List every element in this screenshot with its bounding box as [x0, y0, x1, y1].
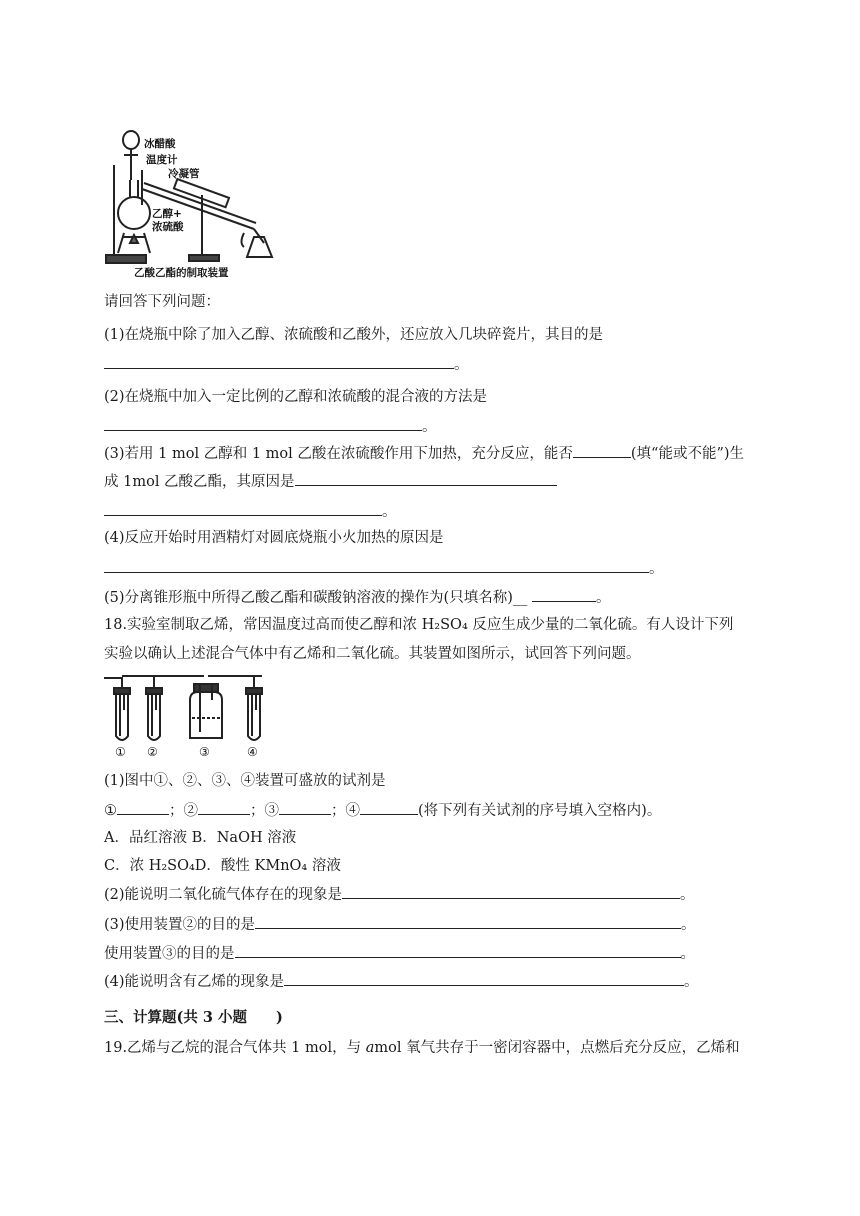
answer-blank[interactable] [104, 558, 649, 573]
answer-blank[interactable] [295, 471, 557, 486]
answer-blank[interactable] [198, 800, 250, 815]
q18-part2: (2)能说明二氧化硫气体存在的现象是 。 [104, 884, 695, 905]
label-thermometer: 温度计 [146, 154, 178, 166]
label-sulfuric-acid: 浓硫酸 [152, 221, 184, 233]
q17-part4-answer-line: 。 [104, 558, 664, 579]
q17-part2: (2)在烧瓶中加入一定比例的乙醇和浓硫酸的混合液的方法是 [104, 389, 488, 405]
answer-blank[interactable] [360, 800, 418, 815]
q17-part5: (5)分离锥形瓶中所得乙酸乙酯和碳酸钠溶液的操作为(只填名称)__ 。 [104, 587, 610, 608]
ethyl-acetate-apparatus-figure [104, 125, 274, 280]
q17-part3-answer-line: 。 [104, 501, 397, 522]
q18-line2: 实验以确认上述混合气体中有乙烯和二氧化硫。其装置如图所示，试回答下列问题。 [104, 646, 641, 662]
q18-part4: (4)能说明含有乙烯的现象是 。 [104, 971, 699, 992]
q18-line1: 18.实验室制取乙烯，常因温度过高而使乙醇和浓 H₂SO₄ 反应生成少量的二氧化硫。有人设计下列 [104, 617, 734, 633]
answer-blank[interactable] [104, 354, 454, 369]
q17-part3-line1: (3)若用 1 mol 乙醇和 1 mol 乙酸在浓硫酸作用下加热，充分反应，能否 (填“能或不能”)生 [104, 443, 744, 464]
q17-part2-answer-line: 。 [104, 416, 437, 437]
answer-blank[interactable] [104, 501, 382, 516]
answer-blank[interactable] [104, 416, 422, 431]
q17-part1-answer-line: 。 [104, 354, 469, 375]
answer-blank[interactable] [255, 914, 681, 929]
device-label-3: ③ [199, 745, 210, 758]
answer-blank[interactable] [342, 884, 680, 899]
q17-part4: (4)反应开始时用酒精灯对圆底烧瓶小火加热的原因是 [104, 530, 444, 546]
q18-options-ab: A．品红溶液 B．NaOH 溶液 [104, 830, 297, 846]
label-condenser: 冷凝管 [168, 168, 200, 180]
q18-options-cd: C．浓 H₂SO₄D．酸性 KMnO₄ 溶液 [104, 858, 341, 874]
q18-part3: (3)使用装置②的目的是 。 [104, 914, 696, 935]
q18-part1: (1)图中①、②、③、④装置可盛放的试剂是 [104, 773, 386, 789]
figure-caption: 乙酸乙酯的制取装置 [134, 267, 229, 279]
answer-blank[interactable] [279, 800, 331, 815]
answer-blank[interactable] [235, 943, 681, 958]
answer-blank[interactable] [284, 971, 684, 986]
q17-part1: (1)在烧瓶中除了加入乙醇、浓硫酸和乙酸外，还应放入几块碎瓷片，其目的是 [104, 327, 604, 343]
q18-part1-blanks: ① ；② ；③ ；④ (将下列有关试剂的序号填入空格内)。 [104, 800, 661, 821]
device-label-2: ② [147, 745, 158, 758]
label-ethanol: 乙醇+ [152, 208, 182, 220]
answer-blank[interactable] [117, 800, 169, 815]
device-label-1: ① [115, 745, 126, 758]
answer-blank[interactable] [532, 587, 596, 602]
gas-washing-apparatus-figure [104, 670, 274, 758]
q19-line1: 19.乙烯与乙烷的混合气体共 1 mol，与 amol 氧气共存于一密闭容器中，点燃后充分反应，乙烯和 [104, 1040, 740, 1056]
section-title: 三、计算题(共 3 小题 ) [104, 1009, 283, 1026]
q18-part3b: 使用装置③的目的是 。 [104, 943, 695, 964]
device-label-4: ④ [247, 745, 258, 758]
label-glacial-acetic-acid: 冰醋酸 [144, 138, 176, 150]
answer-blank[interactable] [573, 443, 631, 458]
q17-intro: 请回答下列问题： [104, 294, 220, 310]
q17-part3-line2: 成 1mol 乙酸乙酯，其原因是 [104, 471, 557, 492]
